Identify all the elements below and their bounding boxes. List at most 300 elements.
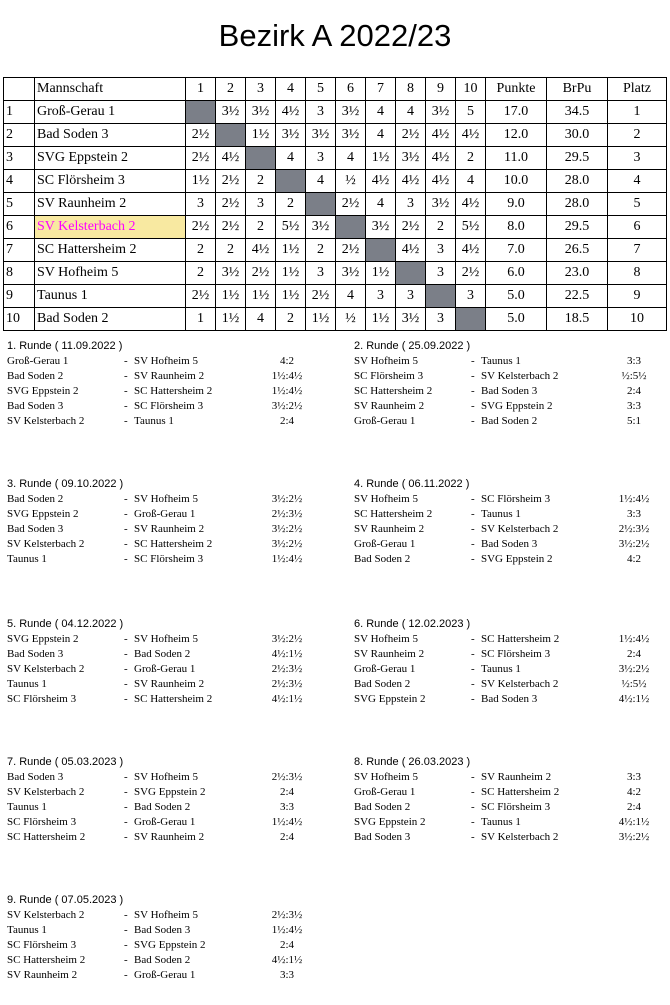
result-cell: 3 (246, 193, 276, 216)
result-cell: 1½ (366, 262, 396, 285)
table-row (4, 170, 667, 193)
result-cell: 3½ (306, 216, 336, 239)
points-cell: 6.0 (486, 262, 547, 285)
result-cell: 4 (336, 147, 366, 170)
match-separator: - (124, 523, 128, 535)
match-result: 3½:2½ (618, 538, 650, 550)
result-cell: 4½ (426, 124, 456, 147)
table-row (4, 193, 667, 216)
points-cell: 10.0 (486, 170, 547, 193)
away-team: SV Hofheim 5 (134, 633, 198, 645)
match-separator: - (471, 801, 475, 813)
match-result: 2½:3½ (271, 771, 303, 783)
result-cell: ½ (336, 170, 366, 193)
column-header: 5 (306, 78, 336, 101)
result-cell: 4 (336, 285, 366, 308)
rank-cell: 4 (608, 170, 667, 193)
match-separator: - (471, 648, 475, 660)
home-team: Groß-Gerau 1 (7, 355, 69, 367)
match-row (7, 354, 337, 369)
match-row (7, 399, 337, 414)
result-cell: 1½ (366, 308, 396, 331)
team-name: SVG Eppstein 2 (35, 147, 186, 170)
result-cell: 3 (306, 147, 336, 170)
away-team: SVG Eppstein 2 (481, 400, 553, 412)
result-cell: 1½ (216, 285, 246, 308)
result-cell: 2 (276, 193, 306, 216)
away-team: Taunus 1 (481, 663, 521, 675)
team-name: SV Hofheim 5 (35, 262, 186, 285)
board-points-cell: 29.5 (547, 216, 608, 239)
board-points-cell: 30.0 (547, 124, 608, 147)
table-header-row (4, 78, 667, 101)
result-cell: 4 (396, 101, 426, 124)
away-team: SC Flörsheim 3 (481, 801, 551, 813)
match-result: 2½:3½ (271, 909, 303, 921)
round-block (7, 893, 337, 983)
result-cell: 4½ (456, 193, 486, 216)
match-separator: - (471, 786, 475, 798)
result-cell: 2½ (186, 216, 216, 239)
match-result: 3:3 (279, 801, 295, 813)
round-title: 6. Runde ( 12.02.2023 ) (354, 618, 471, 630)
match-result: 1½:4½ (618, 493, 650, 505)
result-cell: 4½ (366, 170, 396, 193)
match-separator: - (471, 400, 475, 412)
result-cell: 1 (186, 308, 216, 331)
match-row (354, 815, 670, 830)
home-team: SV Kelsterbach 2 (7, 538, 85, 550)
match-separator: - (471, 355, 475, 367)
away-team: SV Hofheim 5 (134, 493, 198, 505)
home-team: SC Hattersheim 2 (7, 954, 86, 966)
home-team: SV Kelsterbach 2 (7, 909, 85, 921)
result-cell: 2½ (456, 262, 486, 285)
result-cell: 3½ (276, 124, 306, 147)
table-row (4, 262, 667, 285)
result-cell: 2 (246, 170, 276, 193)
match-row (354, 692, 670, 707)
match-separator: - (124, 693, 128, 705)
result-cell: 4 (456, 170, 486, 193)
match-row (354, 647, 670, 662)
match-result: 3:3 (279, 969, 295, 981)
match-separator: - (124, 538, 128, 550)
points-cell: 9.0 (486, 193, 547, 216)
away-team: Groß-Gerau 1 (134, 969, 196, 981)
away-team: SV Kelsterbach 2 (481, 831, 559, 843)
diagonal-cell (276, 170, 306, 193)
round-block (354, 617, 670, 707)
row-number: 3 (4, 147, 35, 170)
match-result: 1½:4½ (271, 553, 303, 565)
result-cell: 3 (366, 285, 396, 308)
match-separator: - (471, 523, 475, 535)
page-title: Bezirk A 2022/23 (218, 18, 452, 53)
match-result: 1½:4½ (271, 924, 303, 936)
team-name: SC Flörsheim 3 (35, 170, 186, 193)
team-name: SC Hattersheim 2 (35, 239, 186, 262)
away-team: SVG Eppstein 2 (481, 553, 553, 565)
match-result: 4:2 (626, 786, 642, 798)
away-team: Bad Soden 3 (481, 385, 538, 397)
home-team: SV Raunheim 2 (354, 400, 425, 412)
away-team: SV Raunheim 2 (134, 831, 205, 843)
match-row (7, 414, 337, 429)
home-team: SV Raunheim 2 (7, 969, 78, 981)
column-header: 2 (216, 78, 246, 101)
result-cell: 2 (216, 239, 246, 262)
match-row (354, 492, 670, 507)
round-block (7, 339, 337, 429)
match-separator: - (124, 633, 128, 645)
match-result: 3:3 (626, 355, 642, 367)
home-team: Bad Soden 3 (354, 831, 411, 843)
home-team: Groß-Gerau 1 (354, 415, 416, 427)
match-separator: - (124, 678, 128, 690)
round-block (7, 617, 337, 707)
table-row (4, 308, 667, 331)
result-cell: ½ (336, 308, 366, 331)
away-team: SV Hofheim 5 (134, 909, 198, 921)
match-separator: - (124, 939, 128, 951)
match-result: 3:3 (626, 400, 642, 412)
result-cell: 3½ (216, 262, 246, 285)
away-team: SC Hattersheim 2 (134, 693, 213, 705)
table-row (4, 239, 667, 262)
match-result: 2:4 (626, 385, 642, 397)
board-points-cell: 18.5 (547, 308, 608, 331)
home-team: Bad Soden 2 (354, 801, 411, 813)
home-team: Groß-Gerau 1 (354, 538, 416, 550)
result-cell: 2½ (336, 239, 366, 262)
match-row (7, 507, 337, 522)
rank-cell: 8 (608, 262, 667, 285)
home-team: SC Hattersheim 2 (354, 508, 433, 520)
away-team: SC Hattersheim 2 (481, 786, 560, 798)
result-cell: 2 (276, 308, 306, 331)
match-result: 4½:1½ (618, 693, 650, 705)
home-team: SVG Eppstein 2 (354, 816, 426, 828)
home-team: SC Flörsheim 3 (354, 370, 424, 382)
result-cell: 2 (246, 216, 276, 239)
column-header: Mannschaft (35, 78, 186, 101)
match-result: 3:3 (626, 508, 642, 520)
result-cell: 3 (306, 262, 336, 285)
column-header: Punkte (486, 78, 547, 101)
match-row (354, 369, 670, 384)
match-row (7, 908, 337, 923)
match-result: 3½:2½ (271, 400, 303, 412)
away-team: SVG Eppstein 2 (134, 939, 206, 951)
match-row (354, 800, 670, 815)
result-cell: 3½ (216, 101, 246, 124)
away-team: SV Raunheim 2 (134, 523, 205, 535)
match-row (7, 537, 337, 552)
diagonal-cell (246, 147, 276, 170)
result-cell: 3 (426, 262, 456, 285)
home-team: Taunus 1 (7, 924, 47, 936)
result-cell: 3 (186, 193, 216, 216)
match-result: 1½:4½ (271, 816, 303, 828)
board-points-cell: 23.0 (547, 262, 608, 285)
result-cell: 4 (366, 193, 396, 216)
match-separator: - (471, 370, 475, 382)
result-cell: 3½ (426, 101, 456, 124)
match-row (7, 800, 337, 815)
match-separator: - (471, 831, 475, 843)
away-team: SC Flörsheim 3 (134, 553, 204, 565)
result-cell: 3 (456, 285, 486, 308)
result-cell: 4½ (456, 124, 486, 147)
match-row (7, 830, 337, 845)
match-separator: - (124, 415, 128, 427)
away-team: Bad Soden 3 (134, 924, 191, 936)
away-team: Taunus 1 (134, 415, 174, 427)
away-team: Taunus 1 (481, 816, 521, 828)
standings-table (3, 77, 667, 331)
result-cell: 1½ (306, 308, 336, 331)
match-row (354, 354, 670, 369)
result-cell: 2½ (216, 170, 246, 193)
match-separator: - (124, 954, 128, 966)
home-team: SC Flörsheim 3 (7, 939, 77, 951)
result-cell: 5½ (276, 216, 306, 239)
column-header: 4 (276, 78, 306, 101)
table-row (4, 101, 667, 124)
home-team: SC Hattersheim 2 (354, 385, 433, 397)
match-result: 2:4 (626, 648, 642, 660)
match-separator: - (471, 633, 475, 645)
result-cell: 3½ (396, 147, 426, 170)
home-team: SC Flörsheim 3 (7, 816, 77, 828)
home-team: Bad Soden 2 (354, 553, 411, 565)
home-team: Taunus 1 (7, 678, 47, 690)
result-cell: 4½ (246, 239, 276, 262)
team-name: Bad Soden 3 (35, 124, 186, 147)
match-row (7, 815, 337, 830)
rank-cell: 3 (608, 147, 667, 170)
team-name: Bad Soden 2 (35, 308, 186, 331)
match-result: 2½:3½ (618, 523, 650, 535)
home-team: Bad Soden 2 (7, 493, 64, 505)
points-cell: 8.0 (486, 216, 547, 239)
diagonal-cell (396, 262, 426, 285)
result-cell: 1½ (366, 147, 396, 170)
round-title: 5. Runde ( 04.12.2022 ) (7, 618, 124, 630)
match-row (7, 384, 337, 399)
home-team: Bad Soden 3 (7, 523, 64, 535)
result-cell: 2 (186, 239, 216, 262)
match-separator: - (471, 816, 475, 828)
round-title: 4. Runde ( 06.11.2022 ) (354, 478, 470, 490)
result-cell: 3 (426, 239, 456, 262)
home-team: Bad Soden 2 (354, 678, 411, 690)
column-header: 9 (426, 78, 456, 101)
match-result: 1½:4½ (618, 633, 650, 645)
round-block (7, 477, 337, 567)
home-team: Groß-Gerau 1 (354, 663, 416, 675)
result-cell: 2½ (186, 285, 216, 308)
result-cell: 4½ (426, 170, 456, 193)
home-team: Bad Soden 3 (7, 771, 64, 783)
match-result: 3½:2½ (271, 493, 303, 505)
result-cell: 2½ (186, 124, 216, 147)
match-separator: - (124, 831, 128, 843)
column-header: BrPu (547, 78, 608, 101)
away-team: SV Hofheim 5 (134, 355, 198, 367)
result-cell: 3½ (366, 216, 396, 239)
match-result: 4½:1½ (271, 954, 303, 966)
column-header: 7 (366, 78, 396, 101)
home-team: SV Raunheim 2 (354, 523, 425, 535)
home-team: Groß-Gerau 1 (354, 786, 416, 798)
match-separator: - (124, 385, 128, 397)
points-cell: 7.0 (486, 239, 547, 262)
match-row (354, 384, 670, 399)
result-cell: 4 (306, 170, 336, 193)
match-row (7, 692, 337, 707)
round-title: 3. Runde ( 09.10.2022 ) (7, 478, 124, 490)
match-separator: - (124, 801, 128, 813)
match-row (354, 632, 670, 647)
match-row (7, 953, 337, 968)
result-cell: 5 (456, 101, 486, 124)
diagonal-cell (216, 124, 246, 147)
round-block (354, 755, 670, 845)
match-row (7, 938, 337, 953)
board-points-cell: 28.0 (547, 193, 608, 216)
team-name: SV Raunheim 2 (35, 193, 186, 216)
round-block (354, 477, 670, 567)
result-cell: 1½ (276, 262, 306, 285)
match-result: 2½:3½ (271, 678, 303, 690)
away-team: SV Kelsterbach 2 (481, 523, 559, 535)
match-separator: - (124, 355, 128, 367)
board-points-cell: 34.5 (547, 101, 608, 124)
away-team: SC Flörsheim 3 (481, 493, 551, 505)
match-row (7, 968, 337, 983)
match-separator: - (471, 663, 475, 675)
home-team: SVG Eppstein 2 (354, 693, 426, 705)
rank-cell: 10 (608, 308, 667, 331)
match-row (7, 647, 337, 662)
match-row (354, 399, 670, 414)
row-number: 4 (4, 170, 35, 193)
match-row (354, 785, 670, 800)
team-name: Groß-Gerau 1 (35, 101, 186, 124)
board-points-cell: 26.5 (547, 239, 608, 262)
match-separator: - (124, 508, 128, 520)
match-result: 2½:3½ (271, 508, 303, 520)
result-cell: 2½ (216, 216, 246, 239)
result-cell: 3 (426, 308, 456, 331)
table-row (4, 147, 667, 170)
match-row (354, 414, 670, 429)
match-result: ½:5½ (621, 678, 647, 690)
board-points-cell: 28.0 (547, 170, 608, 193)
match-result: 2:4 (279, 939, 295, 951)
result-cell: 1½ (276, 239, 306, 262)
row-number: 5 (4, 193, 35, 216)
match-row (7, 662, 337, 677)
match-row (354, 770, 670, 785)
round-title: 8. Runde ( 26.03.2023 ) (354, 756, 471, 768)
match-result: ½:5½ (621, 370, 647, 382)
match-separator: - (124, 370, 128, 382)
match-result: 2:4 (279, 415, 295, 427)
row-number: 7 (4, 239, 35, 262)
home-team: SV Kelsterbach 2 (7, 663, 85, 675)
result-cell: 2 (186, 262, 216, 285)
match-result: 4:2 (279, 355, 295, 367)
match-separator: - (471, 771, 475, 783)
match-row (354, 830, 670, 845)
match-separator: - (471, 493, 475, 505)
table-row (4, 216, 667, 239)
points-cell: 5.0 (486, 308, 547, 331)
result-cell: 3 (396, 193, 426, 216)
result-cell: 2½ (216, 193, 246, 216)
away-team: Bad Soden 2 (134, 954, 191, 966)
match-separator: - (471, 508, 475, 520)
result-cell: 2 (456, 147, 486, 170)
points-cell: 11.0 (486, 147, 547, 170)
result-cell: 3 (306, 101, 336, 124)
column-header: 8 (396, 78, 426, 101)
result-cell: 2½ (186, 147, 216, 170)
match-result: 3½:2½ (618, 663, 650, 675)
round-block (354, 339, 670, 429)
home-team: SV Kelsterbach 2 (7, 415, 85, 427)
match-result: 3½:2½ (271, 538, 303, 550)
column-header: 1 (186, 78, 216, 101)
away-team: SC Hattersheim 2 (481, 633, 560, 645)
diagonal-cell (456, 308, 486, 331)
match-result: 1½:4½ (271, 370, 303, 382)
match-row (7, 785, 337, 800)
result-cell: 3 (396, 285, 426, 308)
result-cell: 2½ (396, 216, 426, 239)
home-team: SV Kelsterbach 2 (7, 786, 85, 798)
away-team: Bad Soden 2 (134, 648, 191, 660)
home-team: SV Hofheim 5 (354, 633, 418, 645)
away-team: Taunus 1 (481, 508, 521, 520)
result-cell: 4½ (456, 239, 486, 262)
away-team: Groß-Gerau 1 (134, 816, 196, 828)
diagonal-cell (336, 216, 366, 239)
row-number: 1 (4, 101, 35, 124)
match-row (354, 552, 670, 567)
result-cell: 2½ (336, 193, 366, 216)
home-team: SV Raunheim 2 (354, 648, 425, 660)
match-row (7, 632, 337, 647)
diagonal-cell (186, 101, 216, 124)
column-header: 3 (246, 78, 276, 101)
away-team: SV Raunheim 2 (134, 678, 205, 690)
match-result: 5:1 (626, 415, 642, 427)
result-cell: 4½ (396, 170, 426, 193)
away-team: Bad Soden 2 (134, 801, 191, 813)
away-team: Groß-Gerau 1 (134, 663, 196, 675)
result-cell: 3½ (336, 124, 366, 147)
match-row (354, 537, 670, 552)
home-team: SVG Eppstein 2 (7, 633, 79, 645)
away-team: Bad Soden 3 (481, 693, 538, 705)
round-title: 2. Runde ( 25.09.2022 ) (354, 340, 471, 352)
home-team: Bad Soden 2 (7, 370, 64, 382)
points-cell: 12.0 (486, 124, 547, 147)
